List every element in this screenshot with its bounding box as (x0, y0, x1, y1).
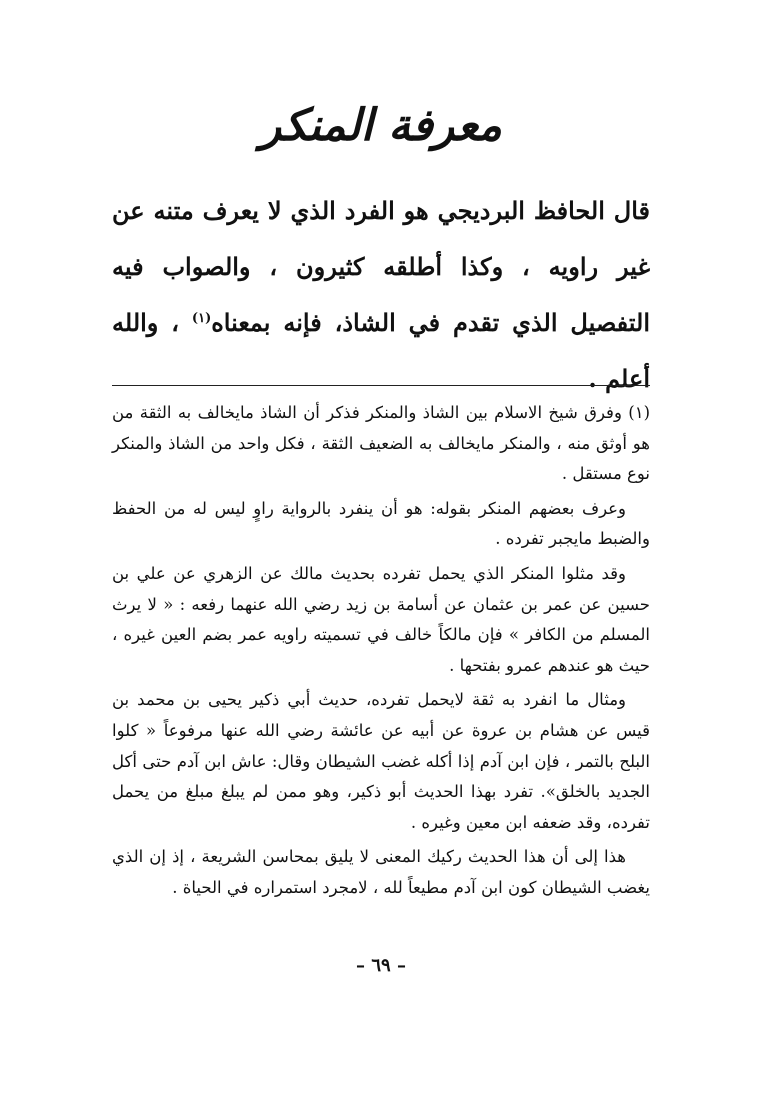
main-paragraph-text: قال الحافظ البرديجي هو الفرد الذي لا يعرف متنه عن غير راويه ، وكذا أطلقه كثيرون ، والصواب فيه التفصيل الذي تقدم في الشاذ، فإنه بمعناه (112, 196, 651, 337)
page-number: – ٦٩ – (356, 955, 406, 976)
chapter-title: معرفة المنكر (260, 100, 502, 151)
footnote-reference: (١) (191, 311, 212, 326)
footnote-paragraph: هذا إلى أن هذا الحديث ركيك المعنى لا يليق بمحاسن الشريعة ، إذ إن الذي يغضب الشيطان كون ابن آدم مطيعاً لله ، لامجرد استمراره في الحياة . (112, 847, 650, 897)
main-paragraph (112, 183, 650, 407)
footnote-divider (112, 385, 650, 386)
footnote-paragraph: ومثال ما انفرد به ثقة لايحمل تفرده، حديث أبي ذكير يحيى بن محمد بن قيس عن هشام بن عروة عن أبيه عن عائشة رضي الله عنها مرفوعاً « كلوا البلح بالتمر ، فإن ابن آدم إذا أكله غضب الشيطان وقال: عاش ابن آدم حتى أكل الجديد بالخلق». تفرد بهذا الحديث أبو ذكير، وهو ممن لم يبلغ مبلغ من يحمل تفرده، وقد ضعفه ابن معين وغيره . (112, 690, 650, 832)
footnote-paragraph: وعرف بعضهم المنكر بقوله: هو أن ينفرد بالرواية راوٍ ليس له من الحفظ والضبط مايجبر تفرده . (112, 498, 650, 549)
main-text (112, 183, 650, 407)
footnote-paragraph: وقد مثلوا المنكر الذي يحمل تفرده بحديث مالك عن الزهري عن علي بن حسين عن عمر بن عثمان عن أسامة بن زيد رضي الله عنهما رفعه : « لا يرث المسلم من الكافر » فإن مالكاً خالف في تسميته راويه عمر بضم العين غيره ، حيث هو عندهم عمرو بفتحها . (112, 563, 650, 675)
footnotes-section (112, 398, 650, 908)
footnote-paragraph: (١) وفرق شيخ الاسلام بين الشاذ والمنكر فذكر أن الشاذ مايخالف به الثقة من هو أوثق منه ، والمنكر مايخالف به الضعيف الثقة ، فكل واحد من الشاذ والمنكر نوع مستقل . (112, 403, 650, 484)
main-paragraph-ending: ، والله أعلم . (112, 308, 650, 393)
